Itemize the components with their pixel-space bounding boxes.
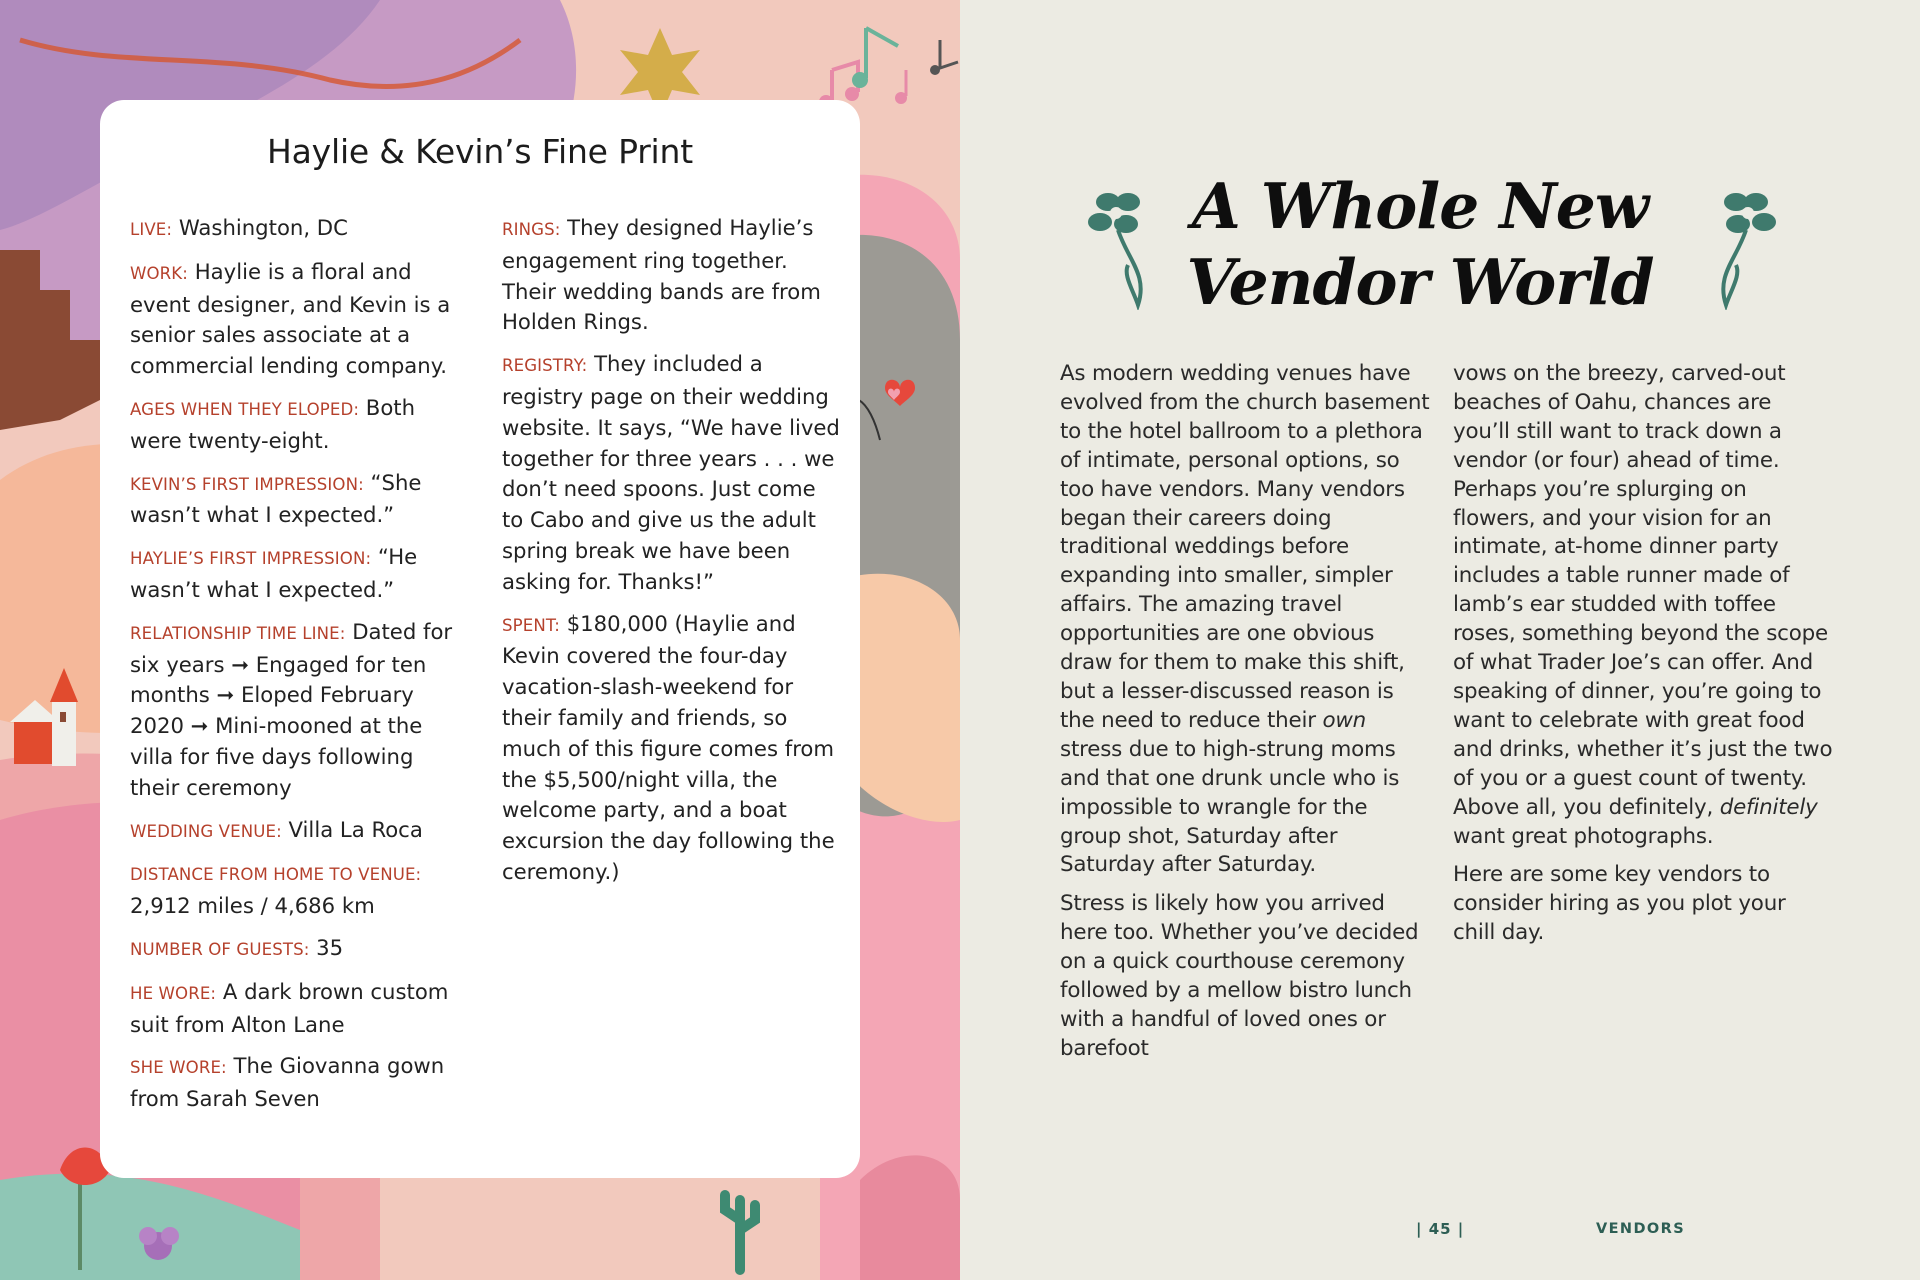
entry-label: HE WORE: — [130, 983, 217, 1003]
entry-text: Both were twenty-eight. — [130, 394, 416, 453]
card-right-column — [502, 213, 842, 899]
entry-venue — [130, 815, 460, 848]
paragraph-text: want great photographs. — [1453, 823, 1714, 849]
entry-label: KEVIN’S FIRST IMPRESSION: — [130, 474, 364, 494]
entry-label: WORK: — [130, 263, 188, 283]
entry-text: A dark brown custom suit from Alton Lane — [130, 978, 449, 1037]
entry-label: SHE WORE: — [130, 1058, 227, 1078]
entry-label: WEDDING VENUE: — [130, 821, 282, 841]
entry-label: AGES WHEN THEY ELOPED: — [130, 399, 360, 419]
entry-text: Villa La Roca — [288, 816, 423, 842]
entry-text: “She wasn’t what I expected.” — [130, 469, 422, 528]
entry-ages — [130, 393, 460, 457]
entry-distance — [130, 858, 460, 922]
paragraph: Stress is likely how you arrived here too. Whether you’ve decided on a quick courthouse ceremony followed by a mellow bistro lunch with a handful of loved ones or barefoot — [1060, 891, 1419, 1061]
entry-text: They designed Haylie’s engagement ring together. Their wedding bands are from Holden Rings. — [502, 215, 821, 335]
entry-text: 35 — [316, 934, 344, 960]
entry-text: Washington, DC — [178, 215, 348, 240]
entry-rings — [502, 213, 842, 338]
paragraph — [1060, 360, 1430, 880]
entry-text: “He wasn’t what I expected.” — [130, 544, 418, 602]
paragraph — [1453, 360, 1833, 851]
entry-work — [130, 257, 460, 382]
entry-text: The Giovanna gown from Sarah Seven — [130, 1053, 445, 1112]
paragraph-text: vows on the breezy, carved-out beaches of Oahu, chances are you’ll still want to track down a vendor (or four) ahead of time. Perhaps you’re splurging on flowers, and your vision for an intimate, at-home dinner party includes a table runner made of lamb’s ear studded with toffee roses, something beyond the scope of what Trader Joe’s can offer. And speaking of dinner, you’re going to want to celebrate with great food and drinks, whether it’s just the two of you or a guest count of twenty. Above all, you definitely, — [1453, 361, 1833, 820]
title-line-2: Vendor World — [1186, 245, 1654, 319]
entry-registry — [502, 349, 842, 597]
card-left-column — [130, 213, 460, 1126]
entry-kevin-impression — [130, 468, 460, 532]
entry-spent — [502, 609, 842, 888]
section-label: VENDORS — [1596, 1221, 1686, 1237]
fine-print-card — [100, 100, 860, 1178]
entry-label: RELATIONSHIP TIME LINE: — [130, 623, 346, 643]
article-title — [1080, 168, 1760, 320]
entry-she-wore — [130, 1051, 460, 1115]
entry-live — [130, 213, 460, 246]
entry-text: Dated for six years ➞ Engaged for ten months ➞ Eloped February 2020 ➞ Mini-mooned at the villa for five days following their ceremony — [130, 618, 453, 800]
entry-text: They included a registry page on their wedding website. It says, “We have lived together for three years . . . we don’t need spoons. Just come to Cabo and give us the adult spring break we have been asking for. Thanks!” — [502, 351, 840, 594]
title-line-1: A Whole New — [1191, 169, 1649, 243]
entry-label: LIVE: — [130, 220, 173, 239]
entry-label: SPENT: — [502, 615, 560, 635]
entry-timeline — [130, 617, 460, 804]
entry-text: 2,912 miles / 4,686 km — [130, 893, 375, 919]
paragraph-text: stress due to high-strung moms and that one drunk uncle who is impossible to wrangle for the group shot, Saturday after Saturday after Saturday. — [1060, 736, 1400, 878]
entry-text: $180,000 (Haylie and Kevin covered the four-day vacation-slash-weekend for their family and friends, so much of this figure comes from the $5,500/night villa, the welcome party, and a boat excursion the day following the ceremony.) — [502, 610, 835, 884]
paragraph: Here are some key vendors to consider hiring as you plot your chill day. — [1453, 862, 1786, 946]
entry-text: Haylie is a floral and event designer, and Kevin is a senior sales associate at a commercial lending company. — [130, 258, 451, 379]
entry-label: RINGS: — [502, 220, 561, 239]
entry-he-wore — [130, 977, 460, 1041]
article-column-2 — [1453, 360, 1833, 958]
entry-label: NUMBER OF GUESTS: — [130, 939, 310, 959]
emphasis-text: definitely — [1719, 794, 1818, 820]
paragraph-text: As modern wedding venues have evolved from the church basement to the hotel ballroom to a plethora of intimate, personal options, so too have vendors. Many vendors began their careers doing traditional weddings before expanding into smaller, simpler affairs. The amazing travel opportunities are one obvious draw for them to make this shift, but a lesser-discussed reason is the need to reduce their — [1060, 361, 1430, 733]
emphasis-text: own — [1322, 707, 1366, 733]
entry-label: REGISTRY: — [502, 356, 588, 376]
article-column-1 — [1060, 360, 1430, 1074]
article-title-text — [1080, 168, 1760, 320]
card-title: Haylie & Kevin’s Fine Print — [267, 132, 693, 171]
entry-label: DISTANCE FROM HOME TO VENUE: — [130, 865, 422, 885]
entry-haylie-impression — [130, 542, 460, 606]
entry-guests — [130, 933, 460, 966]
right-page — [960, 0, 1920, 1280]
page-number: | 45 | — [1416, 1220, 1465, 1238]
entry-label: HAYLIE’S FIRST IMPRESSION: — [130, 549, 372, 569]
